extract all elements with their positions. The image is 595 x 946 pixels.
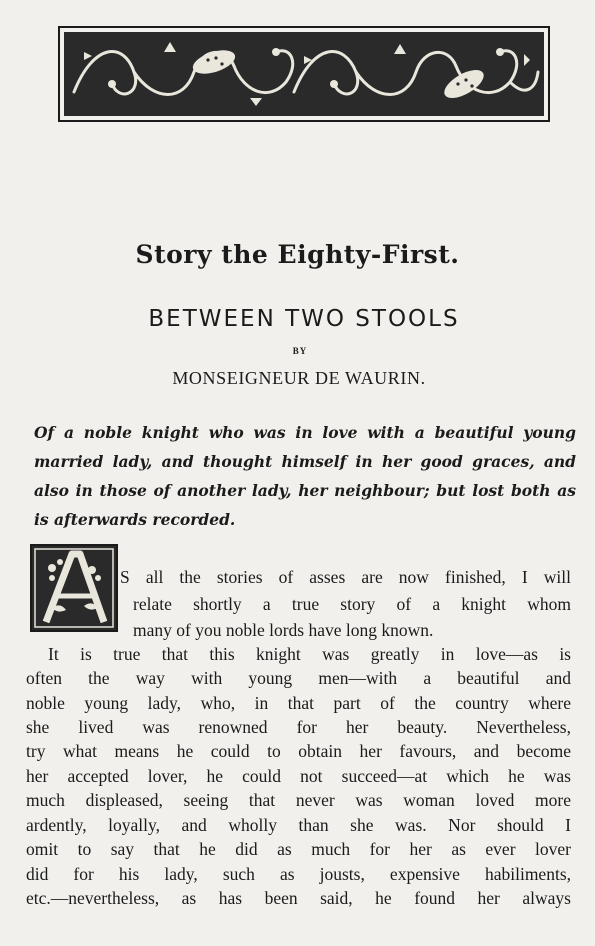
text-line: her accepted lover, he could not succeed—at which he was [26,766,571,786]
text-line: try what means he could to obtain her favours, and become [26,741,571,761]
story-summary: Of a noble knight who was in love with a beautiful young married lady, and thought himself in her good graces, and also in those of another lady, her neighbour; but lost both as is afterwards recorded. [34,423,576,529]
floral-scroll-icon [64,32,544,116]
illuminated-letter-a-icon [32,546,116,630]
text-line: often the way with young men—with a beautiful and [26,668,571,688]
dropcap-letter: A [32,546,33,547]
text-line: It is true that this knight was greatly in love—as is [48,644,571,664]
text-line: much displeased, seeing that never was woman loved more [26,790,571,810]
text-line: etc.—nevertheless, as has been said, he found her always [26,888,571,908]
chapter-title: BETWEEN TWO STOOLS [148,306,460,332]
by-label: BY [292,346,308,356]
text-line: omit to say that he did as much for her as ever lover [26,839,571,859]
story-title: Story the Eighty-First. [135,240,460,269]
text-line: S all the stories of asses are now finished, I will [120,567,571,587]
decorative-headpiece [58,26,550,122]
text-line: did for his lady, such as jousts, expensive habiliments, [26,864,571,884]
text-line: ardently, loyally, and wholly than she was. Nor should I [26,815,571,835]
text-line: many of you noble lords have long known. [133,620,434,640]
text-line: she lived was renowned for her beauty. Nevertheless, [26,717,571,737]
author-name: MONSEIGNEUR DE WAURIN. [172,368,426,388]
text-line: noble young lady, who, in that part of the country where [26,693,571,713]
text-line: relate shortly a true story of a knight whom [133,594,571,614]
decorated-initial [30,544,118,632]
